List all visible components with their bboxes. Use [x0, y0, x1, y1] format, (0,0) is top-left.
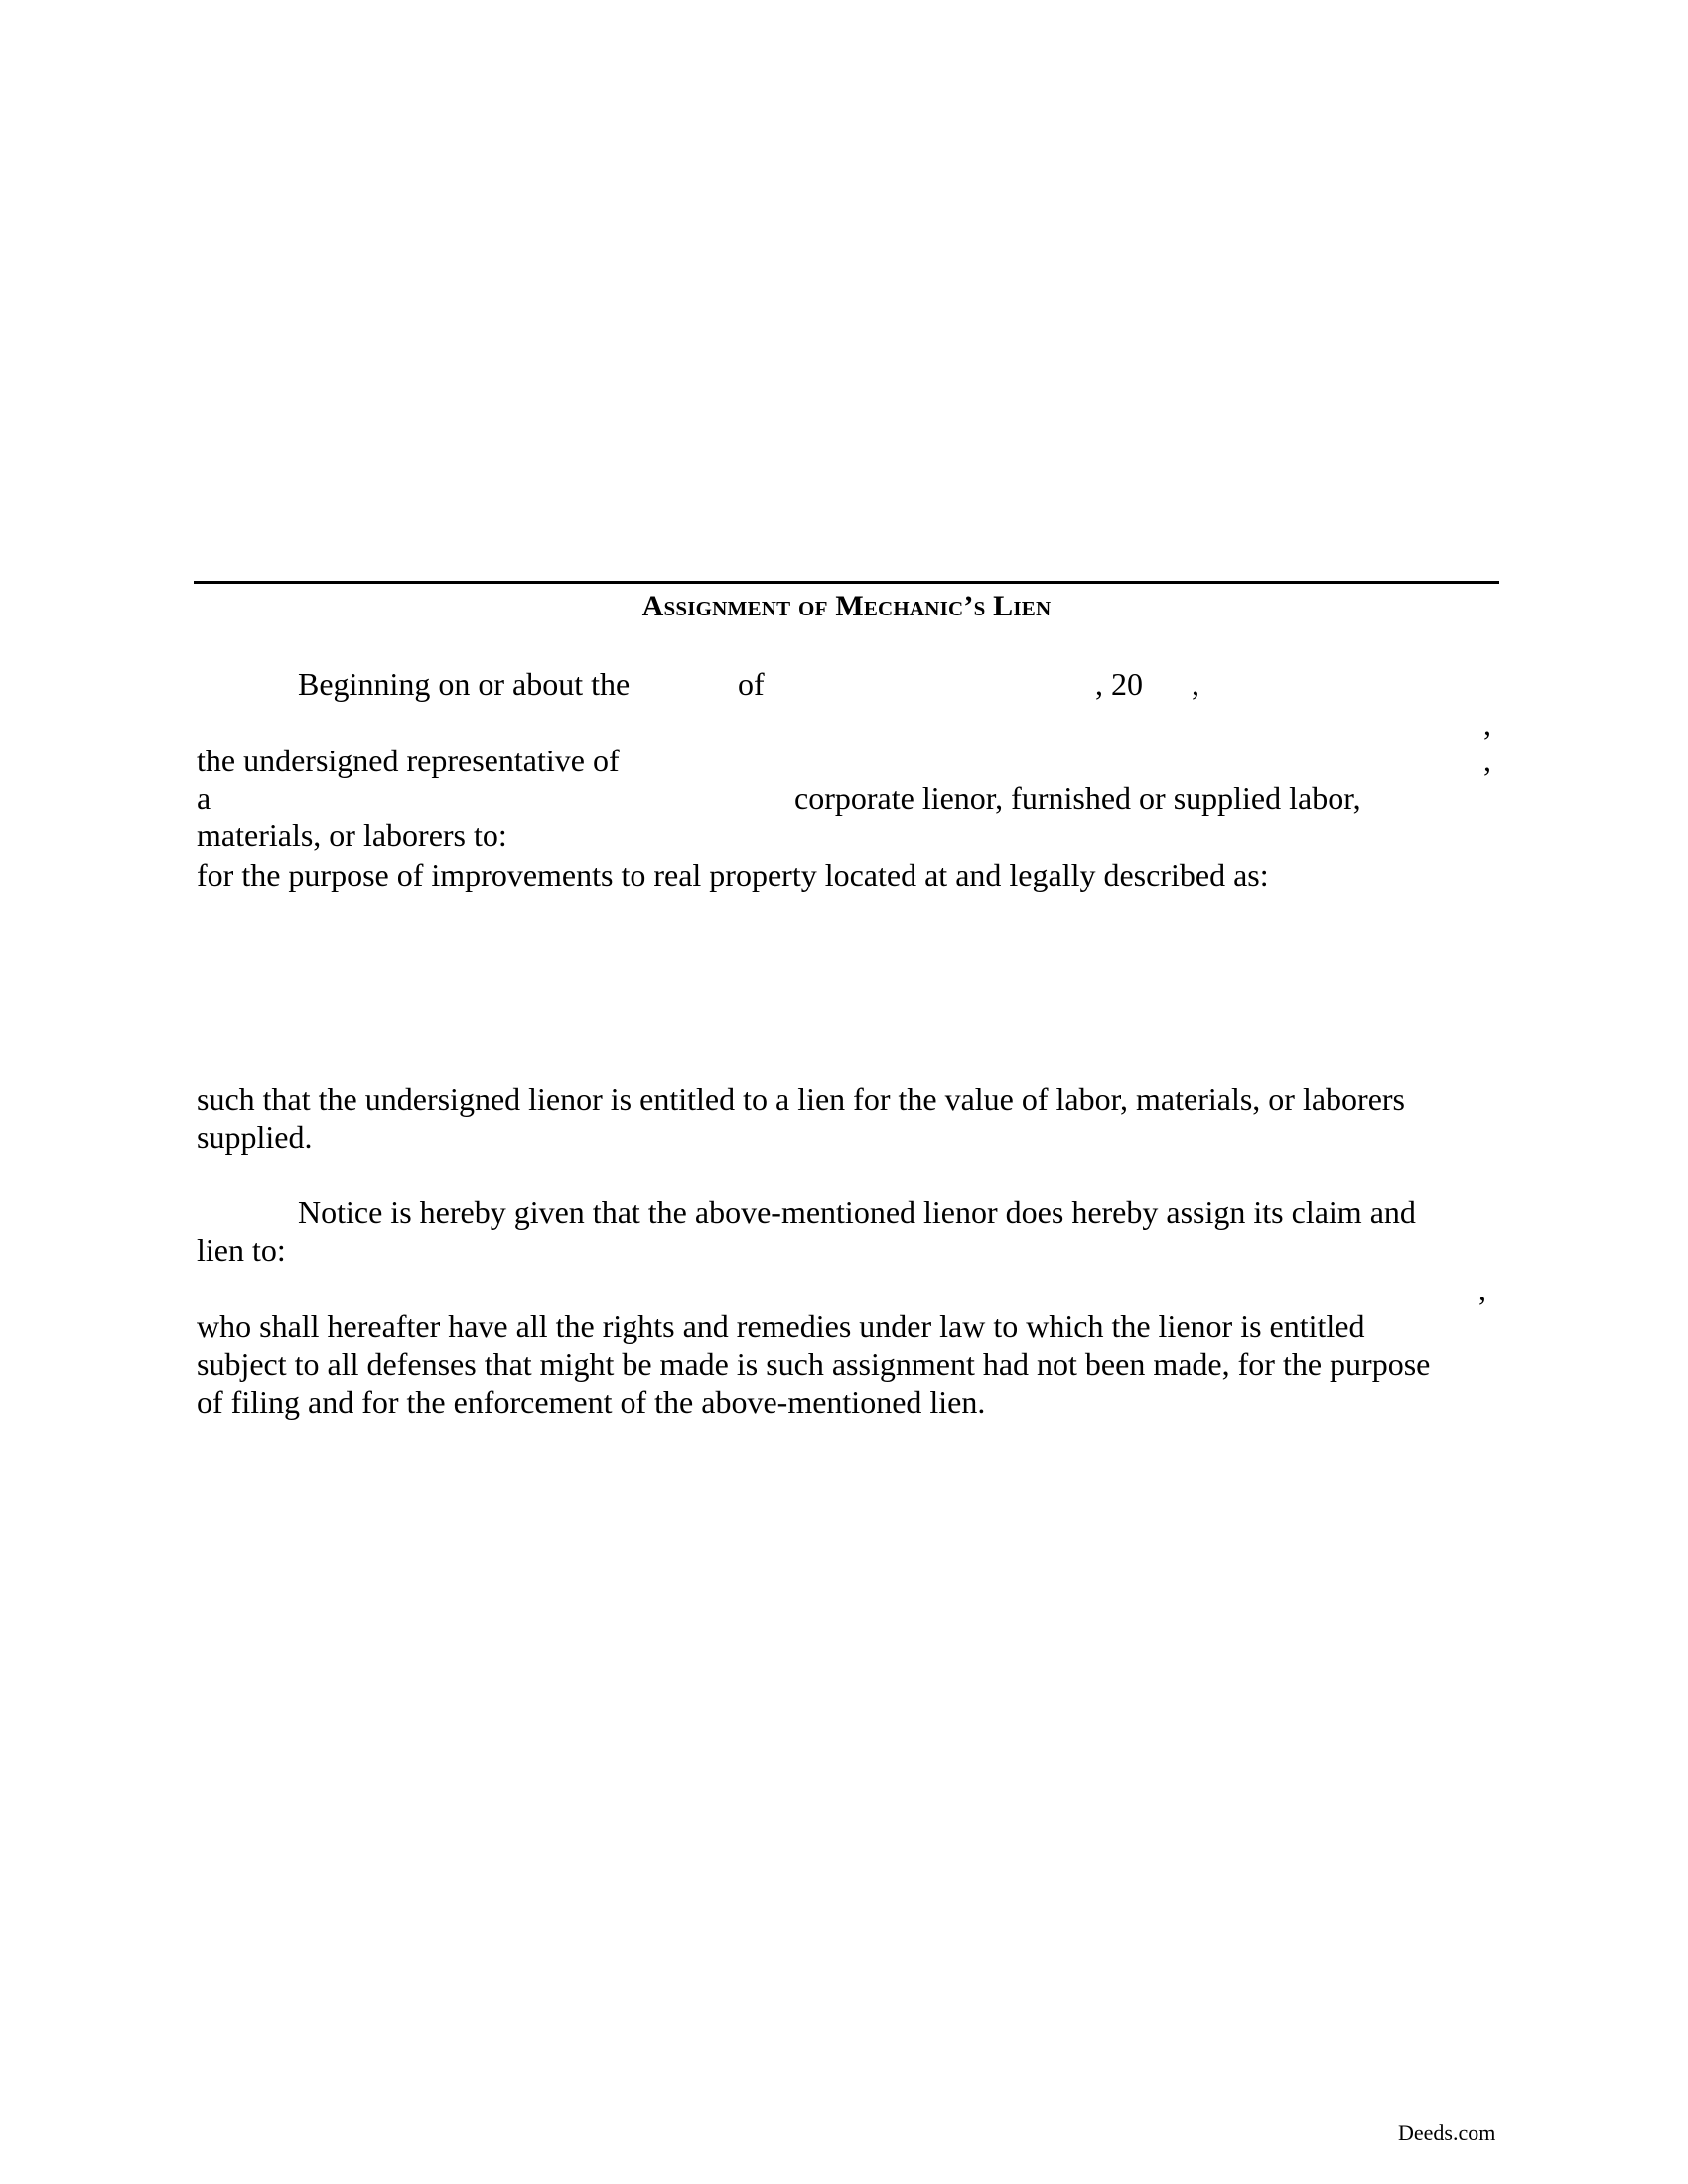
comma-right: ,: [1483, 743, 1491, 778]
title-rule: [194, 581, 1499, 584]
date-comma: ,: [1192, 666, 1199, 702]
rights-line-2: subject to all defenses that might be made is such assignment had not been made, for the purpose: [197, 1346, 1431, 1382]
representative-line: the undersigned representative of: [197, 743, 620, 778]
of-text: of: [738, 666, 765, 702]
assignee-comma: ,: [1478, 1272, 1486, 1307]
year-prefix: , 20: [1095, 666, 1143, 702]
lienor-text: corporate lienor, furnished or supplied labor,: [794, 780, 1361, 816]
purpose-line: for the purpose of improvements to real property located at and legally described as:: [197, 857, 1269, 892]
notice-line-2: lien to:: [197, 1232, 286, 1268]
materials-line: materials, or laborers to:: [197, 817, 507, 853]
article-a: a: [197, 780, 211, 816]
notice-line-1: Notice is hereby given that the above-mentioned lienor does hereby assign its claim and: [298, 1194, 1416, 1230]
entitled-line-1: such that the undersigned lienor is entitled to a lien for the value of labor, materials, or laborers: [197, 1081, 1405, 1117]
entitled-line-2: supplied.: [197, 1119, 313, 1155]
rights-line-3: of filing and for the enforcement of the above-mentioned lien.: [197, 1384, 986, 1420]
comma-top: ,: [1483, 706, 1491, 742]
footer-brand: Deeds.com: [1398, 2120, 1496, 2145]
rights-line-1: who shall hereafter have all the rights and remedies under law to which the lienor is entitled: [197, 1308, 1365, 1344]
document-title: Assignment of Mechanic’s Lien: [641, 590, 1052, 622]
beginning-text: Beginning on or about the: [298, 666, 631, 702]
